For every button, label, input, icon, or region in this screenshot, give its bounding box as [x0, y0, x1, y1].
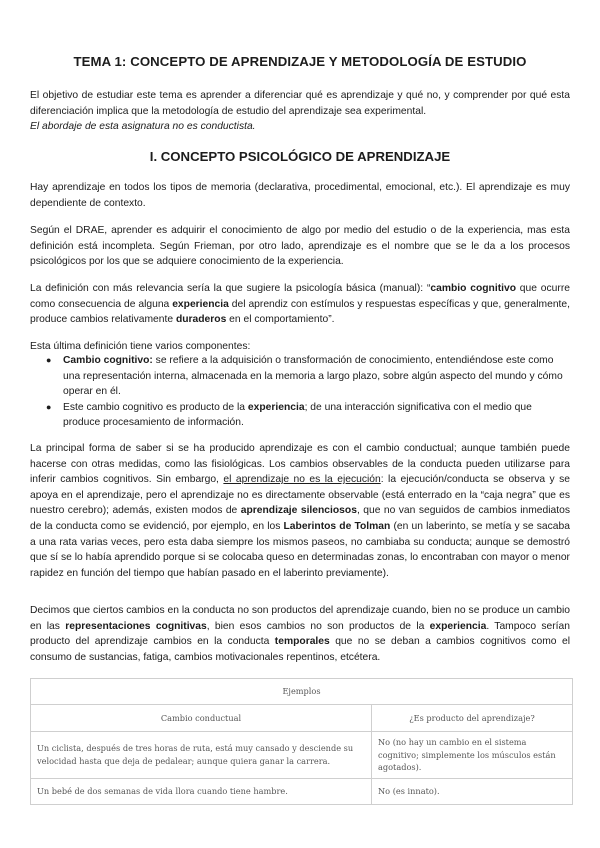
bullet-icon: ●	[46, 355, 52, 365]
paragraph-definition	[30, 281, 570, 328]
bold-term-temporales: temporales	[274, 636, 330, 648]
bullet-text: Este cambio cognitivo es producto de la	[63, 401, 248, 413]
text-run: . Tampoco serían producto del aprendizaje cambios en la conducta	[30, 620, 570, 648]
components-lead: Esta última definición tiene varios componentes:	[30, 341, 251, 352]
bold-term-representaciones: representaciones cognitivas	[65, 620, 207, 632]
bold-term-aprendizaje-silenciosos: aprendizaje silenciosos	[240, 505, 357, 517]
bullet-text: se refiere a la adquisición o transformación de conocimiento, entendiéndose este como una representación interna, almacenada en la memoria a largo plazo, sobre algún aspecto del mundo y cómo operar en él.	[63, 355, 563, 398]
text-run: del aprendiz con estímulos y respuestas específicas y que, generalmente, produce cambios relativamente	[30, 298, 571, 326]
intro-text: El objetivo de estudiar este tema es aprender a diferenciar qué es aprendizaje y qué no, y comprender por qué esta diferenciación implica que la metodología de estudio del aprendizaje sea experimental.	[30, 90, 570, 117]
bold-term-experiencia: experiencia	[429, 620, 487, 632]
table-cell: Un bebé de dos semanas de vida llora cuando tiene hambre.	[31, 778, 372, 804]
bullet-bold-label: experiencia	[247, 401, 305, 413]
table-header-cell: Cambio conductual	[31, 705, 372, 732]
intro-paragraph	[30, 88, 570, 135]
bullet-icon: ●	[46, 401, 52, 412]
text-run: en el comportamiento”.	[226, 314, 335, 326]
list-item	[30, 400, 570, 431]
examples-table	[30, 678, 573, 805]
table-cell: No (es innato).	[372, 778, 573, 804]
bold-term-duraderos: duraderos	[175, 314, 227, 326]
section-heading: I. CONCEPTO PSICOLÓGICO DE APRENDIZAJE	[149, 149, 451, 164]
text-run: que ocurre como consecuencia de alguna	[30, 283, 570, 310]
text-run: (en un laberinto, se metía y se sacaba a una rata varias veces, pero esta daba siempre los mismos paseos, no cambiaba su conducta; aunque se demostró que sí se lo había aprendido porque si se colocaba queso en determinadas zonas, lo encontraban con mayor o menor rapidez en función del tiempo que habían pasado en el laberinto previamente).	[30, 520, 570, 579]
text-run: que no se deban a cambios cognitivos como el consumo de sustancias, fatiga, cambios motivacionales repentinos, etcétera.	[30, 636, 570, 663]
table-cell: No (no hay un cambio en el sistema cognitivo; simplemente los músculos están agotados).	[372, 732, 573, 779]
table-cell: Un ciclista, después de tres horas de ruta, está muy cansado y desciende su velocidad hasta que deja de pedalear; aunque quiera ganar la carrera.	[31, 732, 372, 779]
bullet-text: ; de una interacción significativa con el medio que produce procesamiento de información.	[63, 401, 532, 429]
document-title: TEMA 1: CONCEPTO DE APRENDIZAJE Y METODOLOGÍA DE ESTUDIO	[73, 54, 527, 69]
table-row	[31, 732, 573, 779]
paragraph-memory: Hay aprendizaje en todos los tipos de memoria (declarativa, procedimental, emocional, etc.). El aprendizaje es muy dependiente de contexto.	[30, 182, 570, 209]
bold-term-experiencia: experiencia	[172, 298, 229, 310]
intro-italic-note: El abordaje de esta asignatura no es conductista.	[30, 121, 256, 133]
table-row	[31, 778, 573, 804]
paragraph-drae: Según el DRAE, aprender es adquirir el conocimiento de algo por medio del estudio o de la experiencia, mas esta definición está incompleta. Según Frieman, por otro lado, aprendizaje es el nombre que se le da a los procesos psicológicos por los que se adquiere conocimiento de la experiencia.	[30, 225, 570, 268]
table-caption-row	[31, 679, 573, 705]
components-list	[30, 353, 570, 431]
text-run: La principal forma de saber si se ha producido aprendizaje es con el cambio conductual; aunque también puede hacerse con otras medidas, como las fisiológicas. Los cambios observables de la conducta pueden utilizarse para inferir cambios cognitivos. Sin embargo,	[30, 443, 570, 486]
bullet-bold-label: Cambio cognitivo:	[63, 355, 153, 366]
text-run: Decimos que ciertos cambios en la conducta no son productos del aprendizaje cuando, bien no se produce un cambio en las	[30, 605, 570, 632]
bold-term-cambio-cognitivo: cambio cognitivo	[430, 283, 516, 294]
table-header-row	[31, 705, 573, 732]
paragraph-no-aprendizaje	[30, 603, 570, 665]
underlined-text: el aprendizaje no es la ejecución	[223, 474, 381, 486]
bold-term-laberintos-tolman: Laberintos de Tolman	[283, 520, 391, 532]
text-run: , que no van seguidos de cambios inmediatos de la conducta como se evidenció, por ejemplo, en los	[30, 505, 570, 532]
text-run: : la ejecución/conducta se observa y se apoya en el aprendizaje, pero el aprendizaje no es directamente observable (está enterrado en la “caja negra” que es nuestro cerebro); además, existen modos de	[30, 474, 570, 517]
paragraph-conductual	[30, 441, 570, 581]
table-caption: Ejemplos	[31, 679, 573, 705]
list-item	[30, 353, 570, 400]
text-run: , bien esos cambios no son productos de la	[206, 620, 430, 632]
table-header-cell: ¿Es producto del aprendizaje?	[372, 705, 573, 732]
text-run: La definición con más relevancia sería la que sugiere la psicología básica (manual): “	[30, 283, 431, 294]
